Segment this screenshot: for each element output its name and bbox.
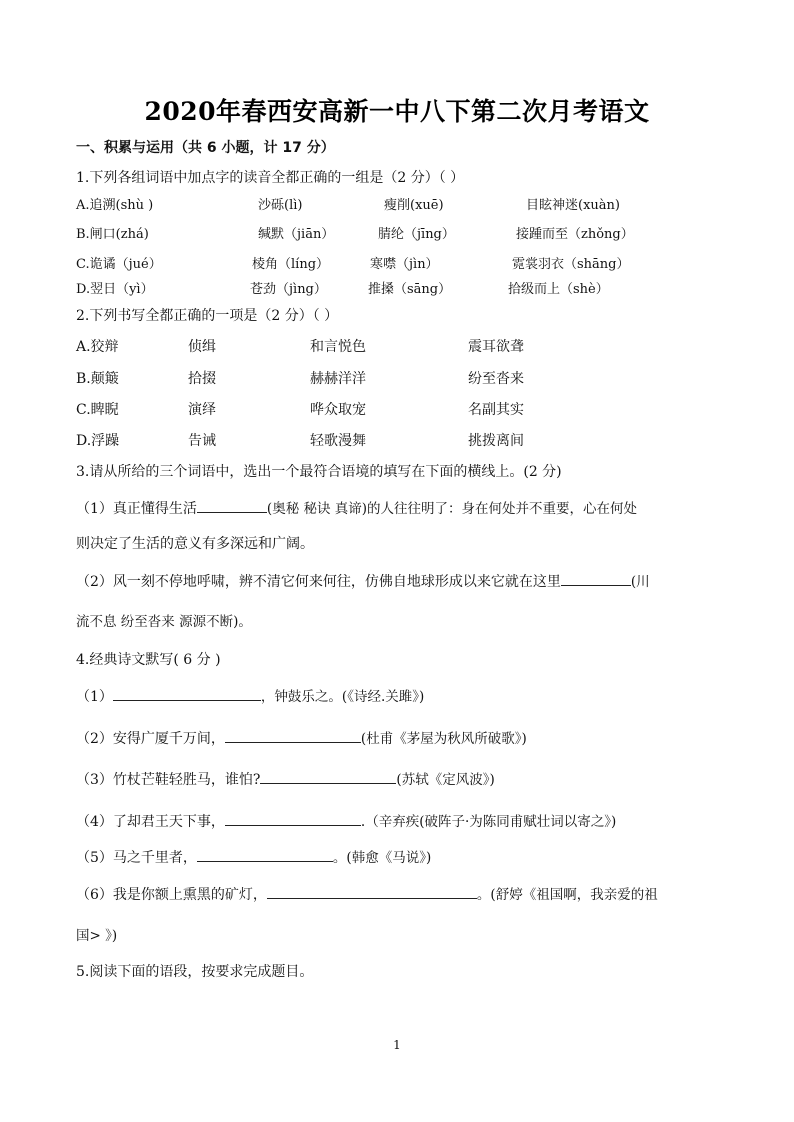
q4-answer-blank-1[interactable] [113,686,261,701]
q4-item-1 [76,686,424,707]
q4-item-6-source: 。(舒婷《祖国啊，我亲爱的祖 [476,887,658,903]
q4-item-1-source: ，钟鼓乐之。(《诗经.关雎》) [260,689,425,705]
q1-row-d-col2: 苍劲（jìng） [250,282,327,297]
q1-row-b-col3: 腈纶（jīng） [378,227,455,242]
section-heading: 一、积累与运用（共 6 小题，计 17 分） [76,140,335,156]
q2-row-b-col1: B.颠簸 [76,371,119,387]
q2-stem: 2.下列书写全都正确的一项是（2 分）（ ） [76,308,339,324]
q1-row-c-col2: 棱角（líng） [252,257,330,272]
q3-item-2-text: (川 [630,574,650,590]
q2-row-a-col4: 震耳欲聋 [468,339,524,355]
q3-item-1-prefix: （1）真正懂得生活 [76,501,197,517]
q1-stem: 1.下列各组词语中加点字的读音全都正确的一组是（2 分）（ ） [76,170,465,186]
q4-item-2-source: (杜甫《茅屋为秋风所破歌》) [360,731,527,747]
q1-row-a-col4: 目眩神迷(xuàn) [526,198,620,213]
q2-row-c-col2: 演绎 [188,402,216,418]
q3-item-1 [76,498,637,519]
q3-item-1-text: (奥秘 秘诀 真谛)的人往往明了：身在何处并不重要，心在何处 [266,501,638,517]
page-number: 1 [393,1038,401,1052]
q4-item-2-prefix: （2）安得广厦千万间， [76,731,225,747]
q4-item-6-cont: 国> 》) [76,928,118,944]
q2-row-d-col1: D.浮躁 [76,433,120,449]
q3-answer-blank-2[interactable] [561,571,631,586]
q4-item-5 [76,847,431,868]
q3-item-2 [76,571,650,592]
q2-row-d-col2: 告诫 [188,433,216,449]
q4-item-5-prefix: （5）马之千里者， [76,850,197,866]
q4-answer-blank-4[interactable] [225,811,361,826]
q2-row-a-col2: 侦缉 [188,339,216,355]
q5-stem: 5.阅读下面的语段，按要求完成题目。 [76,964,314,980]
q2-row-c-col3: 哗众取宠 [310,402,366,418]
q2-row-d-col3: 轻歌漫舞 [310,433,366,449]
q4-item-3-source: (苏轼《定风波》) [396,772,495,788]
q4-item-6-prefix: （6）我是你额上熏黑的矿灯， [76,887,267,903]
q4-answer-blank-2[interactable] [225,728,361,743]
q4-answer-blank-3[interactable] [260,769,396,784]
q4-item-5-source: 。(韩愈《马说》) [332,850,432,866]
q4-item-3-prefix: （3）竹杖芒鞋轻胜马，谁怕? [76,772,261,788]
q2-row-c-col1: C.睥睨 [76,402,119,418]
q1-row-b-col1: B.闸口(zhá) [76,227,149,242]
q2-row-a-col1: A.狡辩 [76,339,119,355]
q4-item-4 [76,811,616,832]
page-title: 2020年春西安高新一中八下第二次月考语文 [144,97,650,126]
q1-row-a-col3: 瘦削(xuē) [384,198,444,213]
q4-item-3 [76,769,495,790]
q4-item-4-source: .（辛弃疾(破阵子·为陈同甫赋壮词以寄之》) [360,814,617,830]
q1-row-b-col4: 接踵而至（zhǒng） [516,227,634,242]
q4-item-4-prefix: （4）了却君王天下事， [76,814,225,830]
q1-row-d-col4: 拾级而上（shè） [508,282,609,297]
q2-row-c-col4: 名副其实 [468,402,524,418]
q4-answer-blank-6[interactable] [267,884,477,899]
q1-row-c-col1: C.诡谲（jué） [76,257,162,272]
q3-stem: 3.请从所给的三个词语中，选出一个最符合语境的填写在下面的横线上。(2 分) [76,464,562,480]
q1-row-d-col3: 推搡（sāng） [368,282,452,297]
q2-row-b-col3: 赫赫洋洋 [310,371,366,387]
q3-answer-blank-1[interactable] [197,498,267,513]
q3-item-1-cont: 则决定了生活的意义有多深远和广阔。 [76,536,314,552]
q4-item-6 [76,884,658,905]
q2-row-d-col4: 挑拨离间 [468,433,524,449]
q2-row-b-col2: 拾掇 [188,371,216,387]
q2-row-a-col3: 和言悦色 [310,339,366,355]
q4-answer-blank-5[interactable] [197,847,333,862]
q1-row-b-col2: 缄默（jiān） [258,227,335,242]
q1-row-d-col1: D.翌日（yì） [76,282,154,297]
q1-row-c-col3: 寒噤（jìn） [370,257,439,272]
q1-row-a-col1: A.追溯(shù ) [76,198,154,213]
q3-item-2-cont: 流不息 纷至沓来 源源不断)。 [76,614,252,630]
q4-item-1-prefix: （1） [76,689,113,705]
q2-row-b-col4: 纷至沓来 [468,371,524,387]
q3-item-2-prefix: （2）风一刻不停地呼啸，辨不清它何来何往，仿佛自地球形成以来它就在这里 [76,574,561,590]
q1-row-c-col4: 霓裳羽衣（shāng） [512,257,630,272]
q4-stem: 4.经典诗文默写( 6 分 ) [76,652,221,668]
q4-item-2 [76,728,527,749]
q1-row-a-col2: 沙砾(lì) [258,198,303,213]
